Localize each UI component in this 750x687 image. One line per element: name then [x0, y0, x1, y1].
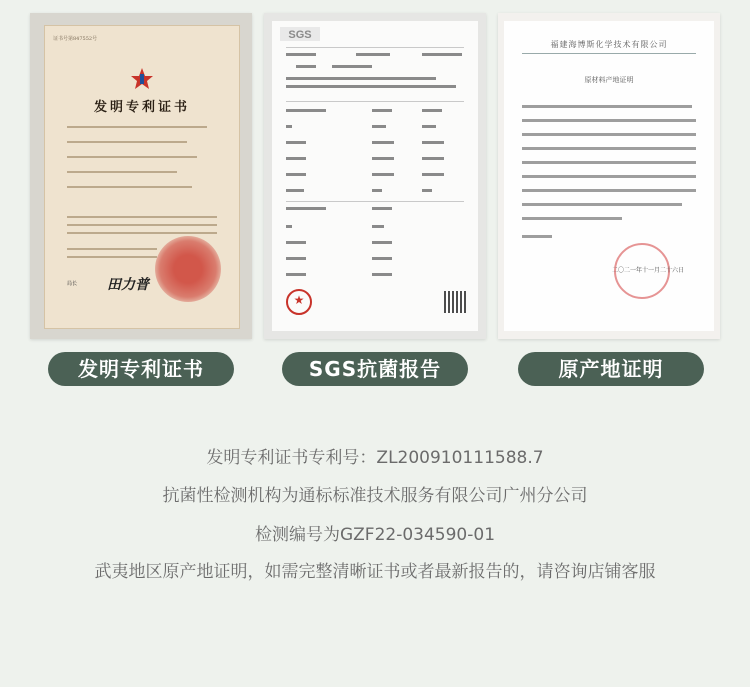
text-line	[67, 186, 192, 188]
text-line	[422, 125, 436, 128]
text-line	[422, 109, 442, 112]
text-line	[67, 141, 187, 143]
sgs-logo-icon	[280, 27, 320, 41]
text-line	[286, 257, 306, 260]
text-line	[372, 273, 392, 276]
text-line	[356, 53, 390, 56]
qr-code-icon	[444, 291, 466, 313]
text-line	[67, 224, 217, 226]
text-line	[522, 133, 696, 136]
text-line	[286, 173, 306, 176]
text-line	[286, 125, 292, 128]
divider	[522, 53, 696, 54]
company-letterhead: 福建海博斯化学技术有限公司	[550, 40, 668, 49]
patent-certificate-image	[30, 13, 252, 339]
origin-certificate-label: 原产地证明	[518, 352, 704, 386]
text-line	[372, 109, 392, 112]
text-line	[286, 225, 292, 228]
text-line	[372, 241, 392, 244]
text-line	[522, 235, 552, 238]
text-line	[332, 65, 372, 68]
patent-certificate-number: 证书号第847552号	[53, 36, 98, 42]
text-line	[296, 65, 316, 68]
text-line	[67, 248, 157, 250]
text-line	[522, 217, 622, 220]
text-line	[372, 125, 386, 128]
divider	[286, 201, 464, 202]
text-line	[67, 256, 157, 258]
text-line	[522, 105, 692, 108]
divider	[286, 47, 464, 48]
star-icon: ★	[293, 293, 305, 307]
text-line	[522, 161, 696, 164]
test-number-text: 检测编号为GZF22-034590-01	[254, 525, 496, 545]
patent-office-logo-icon	[127, 66, 157, 92]
signature: 田力普	[107, 277, 149, 293]
text-line	[372, 207, 392, 210]
text-line	[422, 157, 444, 160]
text-line	[286, 273, 306, 276]
text-line	[422, 189, 432, 192]
sgs-report-document	[272, 21, 478, 331]
text-line	[67, 126, 207, 128]
patent-number-text: 发明专利证书专利号：ZL200910111588.7	[206, 448, 544, 468]
text-line	[286, 109, 326, 112]
testing-agency-text: 抗菌性检测机构为通标标准技术服务有限公司广州分公司	[162, 486, 588, 506]
text-line	[422, 141, 444, 144]
text-line	[372, 173, 394, 176]
text-line	[67, 156, 197, 158]
text-line	[522, 175, 696, 178]
text-line	[286, 157, 306, 160]
text-line	[522, 189, 696, 192]
signature-label: 局长	[67, 281, 78, 287]
text-line	[372, 157, 394, 160]
sgs-report-label: SGS抗菌报告	[282, 352, 468, 386]
origin-certificate-document	[504, 21, 714, 331]
text-line	[522, 147, 696, 150]
patent-certificate-title: 发明专利证书	[93, 100, 190, 115]
text-line	[522, 119, 696, 122]
text-line	[67, 171, 177, 173]
text-line	[286, 53, 316, 56]
sgs-report-image	[264, 13, 486, 339]
text-line	[286, 141, 306, 144]
text-line	[372, 257, 392, 260]
text-line	[67, 232, 217, 234]
text-line	[286, 241, 306, 244]
patent-certificate-document	[44, 25, 240, 329]
text-line	[286, 77, 436, 80]
text-line	[422, 53, 462, 56]
text-line	[67, 216, 217, 218]
text-line	[286, 207, 326, 210]
text-line	[286, 85, 456, 88]
svg-text:SGS: SGS	[288, 29, 312, 41]
text-line	[372, 141, 394, 144]
origin-certificate-image	[498, 13, 720, 339]
issue-date: 二〇二一年十一月二十六日	[612, 267, 685, 274]
text-line	[372, 225, 384, 228]
red-official-seal	[155, 236, 221, 302]
origin-note-text: 武夷地区原产地证明，如需完整清晰证书或者最新报告的，请咨询店铺客服	[94, 562, 656, 582]
text-line	[286, 189, 304, 192]
patent-certificate-label: 发明专利证书	[48, 352, 234, 386]
text-line	[422, 173, 444, 176]
text-line	[522, 203, 682, 206]
text-line	[372, 189, 382, 192]
origin-certificate-title: 原材料产地证明	[584, 76, 634, 84]
divider	[286, 101, 464, 102]
